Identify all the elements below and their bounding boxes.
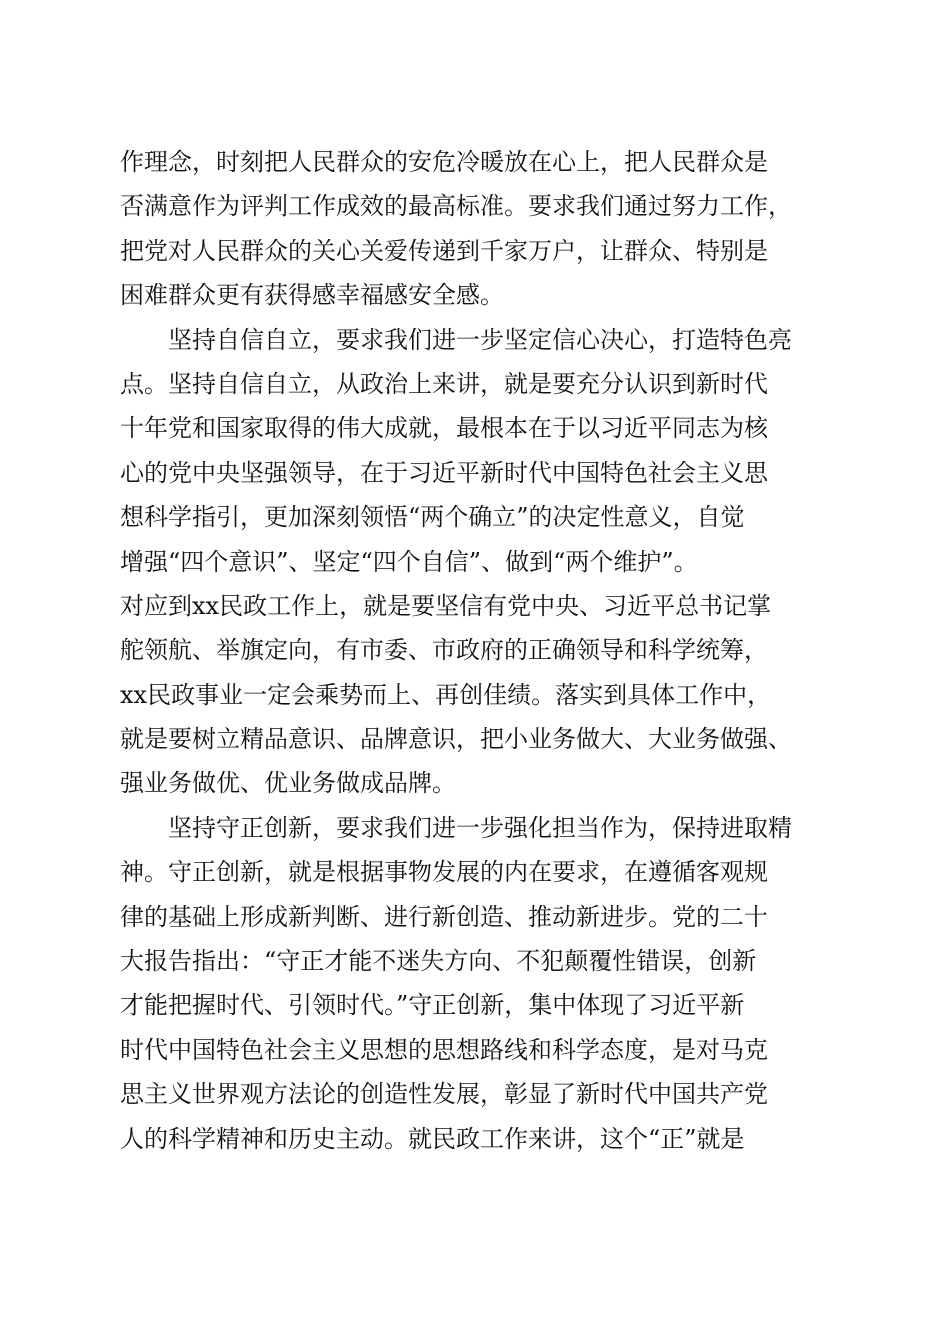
- text-line: 作理念，时刻把人民群众的安危冷暖放在心上，把人民群众是: [120, 148, 768, 176]
- text-line: 人的科学精神和历史主动。就民政工作来讲，这个“正”就是: [120, 1124, 745, 1153]
- text-line: 否满意作为评判工作成效的最高标准。要求我们通过努力工作，: [120, 192, 792, 221]
- text-line: 对应到xx民政工作上，就是要坚信有党中央、习近平总书记掌: [120, 591, 772, 620]
- text-line: 神。守正创新，就是根据事物发展的内在要求，在遵循客观规: [120, 858, 768, 887]
- text-line: 律的基础上形成新判断、进行新创造、推动新进步。党的二十: [120, 902, 768, 931]
- text-line: xx民政事业一定会乘势而上、再创佳绩。落实到具体工作中，: [120, 680, 772, 709]
- text-line: 点。坚持自信自立，从政治上来讲，就是要充分认识到新时代: [120, 369, 768, 398]
- text-line: 坚持自信自立，要求我们进一步坚定信心决心，打造特色亮: [168, 325, 792, 354]
- text-line: 心的党中央坚强领导，在于习近平新时代中国特色社会主义思: [120, 458, 768, 487]
- text-line: 困难群众更有获得感幸福感安全感。: [120, 281, 504, 310]
- text-line: 大报告指出：“守正才能不迷失方向、不犯颠覆性错误，创新: [120, 947, 757, 976]
- text-line: 坚持守正创新，要求我们进一步强化担当作为，保持进取精: [168, 813, 792, 842]
- text-line: 增强“四个意识”、坚定“四个自信”、做到“两个维护”。: [120, 547, 698, 576]
- text-line: 强业务做优、优业务做成品牌。: [120, 769, 456, 798]
- text-line: 思主义世界观方法论的创造性发展，彰显了新时代中国共产党: [120, 1080, 768, 1109]
- text-line: 就是要树立精品意识、品牌意识，把小业务做大、大业务做强、: [120, 725, 792, 754]
- text-line: 十年党和国家取得的伟大成就，最根本在于以习近平同志为核: [120, 414, 768, 443]
- text-line: 把党对人民群众的关心关爱传递到千家万户，让群众、特别是: [120, 236, 768, 265]
- body-text: [120, 140, 832, 1161]
- text-line: 想科学指引，更加深刻领悟“两个确立”的决定性意义，自觉: [120, 503, 745, 532]
- text-line: 舵领航、举旗定向，有市委、市政府的正确领导和科学统筹，: [120, 636, 768, 665]
- text-line: 时代中国特色社会主义思想的思想路线和科学态度，是对马克: [120, 1035, 768, 1064]
- text-line: 才能把握时代、引领时代。”守正创新，集中体现了习近平新: [120, 991, 745, 1020]
